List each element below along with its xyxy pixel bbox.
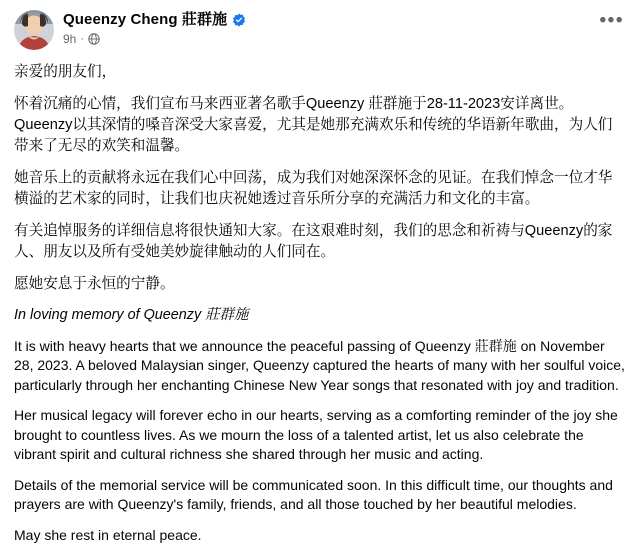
meta-separator: · [80,32,84,46]
author-name[interactable]: Queenzy Cheng 莊群施 [63,11,227,29]
post-meta [63,32,626,46]
post-paragraph-zh-5: 愿她安息于永恒的宁静。 [14,274,626,295]
post-content [14,62,626,545]
post-timestamp[interactable]: 9h [63,32,76,46]
verified-badge-icon [232,13,246,27]
post-paragraph-zh-4: 有关追悼服务的详细信息将很快通知大家。在这艰难时刻，我们的思念和祈祷与Queenzy的家人、朋友以及所有受她美妙旋律触动的人们同在。 [14,221,626,263]
post-paragraph-en-2: Her musical legacy will forever echo in our hearts, serving as a comforting reminder of the joy she brought to countless lives. As we mourn the loss of a talented artist, let us also celebrate the vibrant spirit and cultural richness she shared through her music and acting. [14,406,626,465]
author-line [63,11,626,29]
post-paragraph-zh-2: 怀着沉痛的心情，我们宣布马来西亚著名歌手Queenzy 莊群施于28-11-2023安详离世。Queenzy以其深情的嗓音深受大家喜爱，尤其是她那充满欢乐和传统的华语新年歌曲，为人们带来了无尽的欢笑和温馨。 [14,94,626,157]
post-header [14,10,626,54]
post-paragraph-zh-3: 她音乐上的贡献将永远在我们心中回荡，成为我们对她深深怀念的见证。在我们悼念一位才华横溢的艺术家的同时，让我们也庆祝她透过音乐所分享的充满活力和文化的丰富。 [14,168,626,210]
post-more-options-button[interactable]: ••• [600,16,624,26]
post-paragraph-en-4: May she rest in eternal peace. [14,526,626,545]
post-english-title: In loving memory of Queenzy 莊群施 [14,306,626,326]
post-paragraph-zh-1: 亲爱的朋友们， [14,62,626,83]
post-paragraph-en-1: It is with heavy hearts that we announce the peaceful passing of Queenzy 莊群施 on November 28, 2023. A beloved Malaysian singer, Queenzy captured the hearts of many with her soulful voice, particularly through her enchanting Chinese New Year songs that resonated with joy and tradition. [14,337,626,396]
globe-icon [88,33,100,45]
post-header-text [63,10,626,46]
avatar[interactable] [14,10,54,50]
post-paragraph-en-3: Details of the memorial service will be communicated soon. In this difficult time, our thoughts and prayers are with Queenzy's family, friends, and all those touched by her beautiful melodies. [14,476,626,515]
